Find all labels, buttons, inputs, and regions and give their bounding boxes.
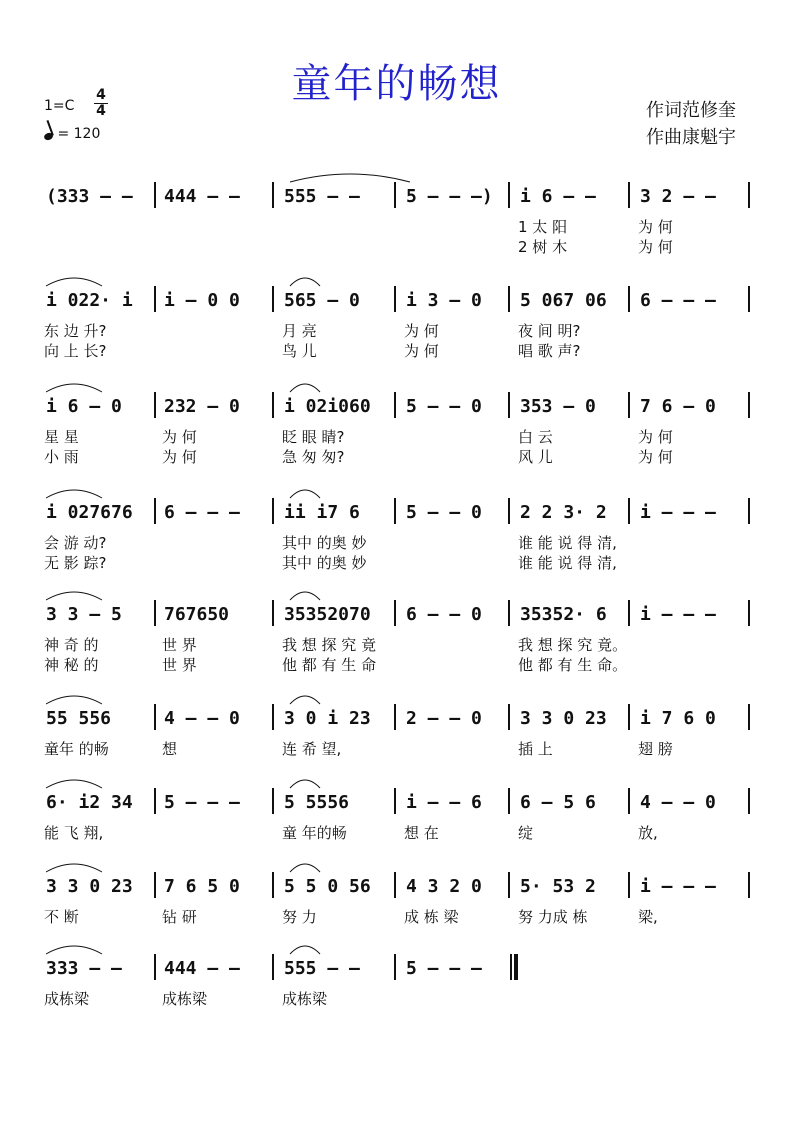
lyric-segment: 为 何 xyxy=(638,448,673,466)
barline xyxy=(394,498,396,524)
score-system xyxy=(0,958,793,1028)
time-signature-bottom: 4 xyxy=(94,103,108,119)
barline xyxy=(272,498,274,524)
measure-notes: 444 – – xyxy=(164,958,240,979)
barline xyxy=(628,392,630,418)
slur xyxy=(290,174,410,182)
measure-notes: 3 3 0 23 xyxy=(520,708,607,729)
time-signature xyxy=(94,88,108,119)
measure-notes: 3 3 – 5 xyxy=(46,604,122,625)
slur xyxy=(290,696,320,704)
barline xyxy=(748,498,750,524)
slur xyxy=(46,946,102,954)
barline xyxy=(508,286,510,312)
lyric-segment: 童 年的畅 xyxy=(282,824,347,842)
measure-notes: 555 – – xyxy=(284,186,360,207)
measure-notes: 35352070 xyxy=(284,604,371,625)
measure-notes: 5 – – –) xyxy=(406,186,493,207)
slur xyxy=(290,864,320,872)
measure-notes: i – – – xyxy=(640,876,716,897)
measure-notes: 6· i2 34 xyxy=(46,792,133,813)
barline xyxy=(154,954,156,980)
measure-notes: i 02i060 xyxy=(284,396,371,417)
lyric-segment: 为 何 xyxy=(404,342,439,360)
score-system xyxy=(0,186,793,256)
lyric-segment: 夜 间 明? xyxy=(518,322,581,340)
measure-notes: i 6 – 0 xyxy=(46,396,122,417)
measure-notes: 5 067 06 xyxy=(520,290,607,311)
key-signature: 1=C xyxy=(44,98,75,114)
barline xyxy=(394,954,396,980)
barline xyxy=(748,704,750,730)
lyric-segment: 向 上 长? xyxy=(44,342,107,360)
measure-notes: 565 – 0 xyxy=(284,290,360,311)
barline xyxy=(154,704,156,730)
measure-notes: i 027676 xyxy=(46,502,133,523)
barline xyxy=(272,954,274,980)
barline xyxy=(394,392,396,418)
lyricist: 作词范修奎 xyxy=(646,100,736,121)
measure-notes: (333 – – xyxy=(46,186,133,207)
lyric-segment: 会 游 动? xyxy=(44,534,107,552)
barline xyxy=(628,498,630,524)
barline xyxy=(394,182,396,208)
measure-notes: i – – – xyxy=(640,502,716,523)
measure-notes: 5 – – – xyxy=(406,958,482,979)
composer: 作曲康魁宇 xyxy=(646,127,736,148)
score-system xyxy=(0,876,793,946)
lyric-segment: 努 力成 栋 xyxy=(518,908,588,926)
lyric-segment: 白 云 xyxy=(518,428,553,446)
score-system xyxy=(0,792,793,862)
song-title: 童年的畅想 xyxy=(291,61,502,107)
measure-notes: ii i7 6 xyxy=(284,502,360,523)
barline xyxy=(508,600,510,626)
measure-notes: 35352· 6 xyxy=(520,604,607,625)
lyric-segment: 为 何 xyxy=(404,322,439,340)
lyric-segment: 想 在 xyxy=(404,824,439,842)
lyric-segment: 翅 膀 xyxy=(638,740,673,758)
credits xyxy=(646,97,736,151)
measure-notes: 3 0 i 23 xyxy=(284,708,371,729)
measure-notes: 444 – – xyxy=(164,186,240,207)
slur xyxy=(46,696,102,704)
lyric-segment: 想 xyxy=(162,740,178,758)
measure-notes: 3 2 – – xyxy=(640,186,716,207)
barline xyxy=(628,788,630,814)
score-system xyxy=(0,502,793,572)
measure-notes: 6 – 5 6 xyxy=(520,792,596,813)
lyric-segment: 神 秘 的 xyxy=(44,656,99,674)
lyric-segment: 我 想 探 究 竟。 xyxy=(518,636,628,654)
barline xyxy=(748,788,750,814)
lyric-segment: 鸟 儿 xyxy=(282,342,317,360)
lyric-segment: 唱 歌 声? xyxy=(518,342,581,360)
lyric-segment: 绽 xyxy=(518,824,534,842)
lyric-segment: 风 儿 xyxy=(518,448,553,466)
lyric-segment: 其中 的奥 妙 xyxy=(282,554,367,572)
slur xyxy=(46,864,102,872)
tempo-marking xyxy=(44,126,100,142)
barline xyxy=(748,182,750,208)
lyric-segment: 成 栋 梁 xyxy=(404,908,459,926)
barline xyxy=(154,286,156,312)
measure-notes: 4 3 2 0 xyxy=(406,876,482,897)
lyric-segment: 小 雨 xyxy=(44,448,79,466)
lyric-segment: 梁, xyxy=(638,908,658,926)
barline xyxy=(628,182,630,208)
measure-notes: 6 – – 0 xyxy=(406,604,482,625)
barline xyxy=(272,872,274,898)
lyric-segment: 世 界 xyxy=(162,636,197,654)
lyric-segment: 无 影 踪? xyxy=(44,554,107,572)
score-system xyxy=(0,396,793,466)
barline xyxy=(510,954,512,980)
barline xyxy=(628,704,630,730)
barline xyxy=(394,872,396,898)
lyric-segment: 放, xyxy=(638,824,658,842)
slur xyxy=(46,384,102,392)
lyric-segment: 星 星 xyxy=(44,428,79,446)
barline xyxy=(154,600,156,626)
quarter-note-icon xyxy=(43,132,54,142)
slur xyxy=(290,946,320,954)
measure-notes: i 6 – – xyxy=(520,186,596,207)
measure-notes: i – – – xyxy=(640,604,716,625)
measure-notes: 4 – – 0 xyxy=(164,708,240,729)
lyric-segment: 月 亮 xyxy=(282,322,317,340)
measure-notes: 7 6 5 0 xyxy=(164,876,240,897)
barline xyxy=(154,788,156,814)
measure-notes: 5 – – 0 xyxy=(406,502,482,523)
slur xyxy=(290,384,320,392)
barline xyxy=(748,286,750,312)
slur xyxy=(46,780,102,788)
barline xyxy=(628,600,630,626)
measure-notes: 5 5 0 56 xyxy=(284,876,371,897)
barline xyxy=(394,788,396,814)
slur xyxy=(290,278,320,286)
slur xyxy=(290,490,320,498)
score-system xyxy=(0,290,793,360)
lyric-segment: 连 希 望, xyxy=(282,740,342,758)
barline xyxy=(628,286,630,312)
lyric-segment: 我 想 探 究 竟 xyxy=(282,636,377,654)
measure-notes: 5 – – 0 xyxy=(406,396,482,417)
lyric-segment: 眨 眼 睛? xyxy=(282,428,345,446)
lyric-segment: 钻 研 xyxy=(162,908,197,926)
measure-notes: i 3 – 0 xyxy=(406,290,482,311)
measure-notes: 7 6 – 0 xyxy=(640,396,716,417)
barline xyxy=(272,392,274,418)
slur xyxy=(290,592,320,600)
barline xyxy=(154,392,156,418)
lyric-segment: 世 界 xyxy=(162,656,197,674)
measure-notes: i 022· i xyxy=(46,290,133,311)
barline xyxy=(748,392,750,418)
barline xyxy=(154,872,156,898)
measure-notes: i 7 6 0 xyxy=(640,708,716,729)
lyric-segment: 1 太 阳 xyxy=(518,218,568,236)
measure-notes: 353 – 0 xyxy=(520,396,596,417)
score-system xyxy=(0,604,793,674)
lyric-segment: 谁 能 说 得 清, xyxy=(518,554,617,572)
lyric-segment: 能 飞 翔, xyxy=(44,824,104,842)
lyric-segment: 2 树 木 xyxy=(518,238,568,256)
barline xyxy=(272,286,274,312)
lyric-segment: 成栋梁 xyxy=(162,990,208,1008)
lyric-segment: 努 力 xyxy=(282,908,317,926)
barline xyxy=(628,872,630,898)
barline xyxy=(394,600,396,626)
measure-notes: 555 – – xyxy=(284,958,360,979)
measure-notes: i – – 6 xyxy=(406,792,482,813)
barline xyxy=(394,704,396,730)
time-signature-top: 4 xyxy=(96,87,106,103)
barline xyxy=(508,182,510,208)
barline xyxy=(272,704,274,730)
measure-notes: 5 – – – xyxy=(164,792,240,813)
slur xyxy=(46,592,102,600)
measure-notes: 2 – – 0 xyxy=(406,708,482,729)
barline xyxy=(272,182,274,208)
measure-notes: 6 – – – xyxy=(164,502,240,523)
lyric-segment: 插 上 xyxy=(518,740,553,758)
measure-notes: 767650 xyxy=(164,604,230,625)
lyric-segment: 他 都 有 生 命。 xyxy=(518,656,628,674)
barline xyxy=(508,704,510,730)
measure-notes: 333 – – xyxy=(46,958,122,979)
barline xyxy=(508,788,510,814)
measure-notes: 5· 53 2 xyxy=(520,876,596,897)
lyric-segment: 为 何 xyxy=(162,428,197,446)
final-barline xyxy=(514,954,518,980)
barline xyxy=(154,182,156,208)
lyric-segment: 为 何 xyxy=(638,238,673,256)
slur xyxy=(46,278,102,286)
lyric-segment: 童年 的畅 xyxy=(44,740,109,758)
lyric-segment: 为 何 xyxy=(638,428,673,446)
lyric-segment: 神 奇 的 xyxy=(44,636,99,654)
barline xyxy=(508,872,510,898)
slur xyxy=(46,490,102,498)
measure-notes: 3 3 0 23 xyxy=(46,876,133,897)
tempo-value: = 120 xyxy=(57,126,101,142)
barline xyxy=(272,788,274,814)
barline xyxy=(748,872,750,898)
score-system xyxy=(0,708,793,778)
measure-notes: 6 – – – xyxy=(640,290,716,311)
lyric-segment: 成栋梁 xyxy=(44,990,90,1008)
slur xyxy=(290,780,320,788)
measure-notes: 4 – – 0 xyxy=(640,792,716,813)
measure-notes: 2 2 3· 2 xyxy=(520,502,607,523)
lyric-segment: 不 断 xyxy=(44,908,79,926)
measure-notes: i – 0 0 xyxy=(164,290,240,311)
lyric-segment: 谁 能 说 得 清, xyxy=(518,534,617,552)
lyric-segment: 其中 的奥 妙 xyxy=(282,534,367,552)
barline xyxy=(508,392,510,418)
lyric-segment: 为 何 xyxy=(162,448,197,466)
lyric-segment: 成栋梁 xyxy=(282,990,328,1008)
lyric-segment: 为 何 xyxy=(638,218,673,236)
measure-notes: 55 556 xyxy=(46,708,112,729)
barline xyxy=(154,498,156,524)
lyric-segment: 他 都 有 生 命 xyxy=(282,656,377,674)
barline xyxy=(748,600,750,626)
barline xyxy=(272,600,274,626)
measure-notes: 232 – 0 xyxy=(164,396,240,417)
barline xyxy=(508,498,510,524)
lyric-segment: 急 匆 匆? xyxy=(282,448,345,466)
measure-notes: 5 5556 xyxy=(284,792,350,813)
lyric-segment: 东 边 升? xyxy=(44,322,107,340)
barline xyxy=(394,286,396,312)
